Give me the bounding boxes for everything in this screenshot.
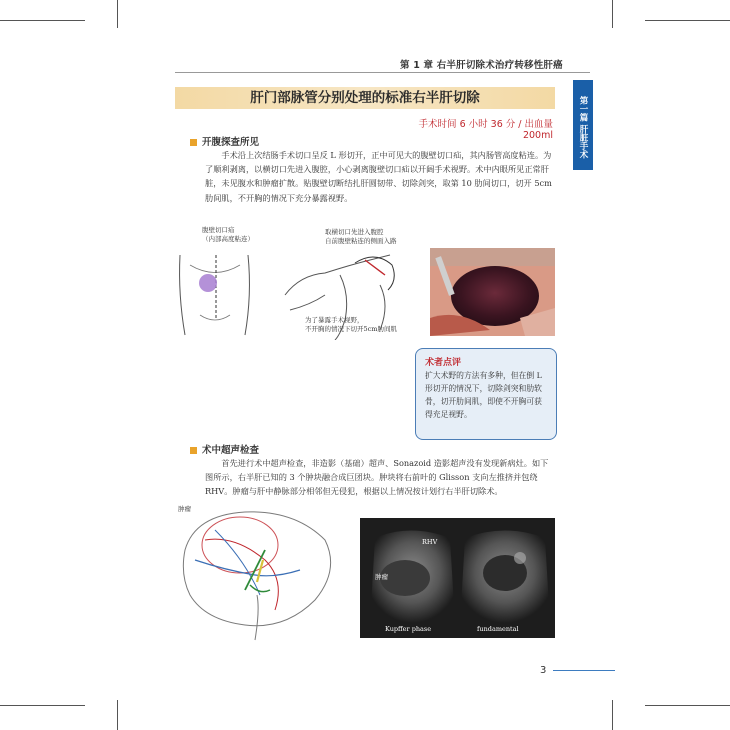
comment-title: 术者点评 — [425, 358, 462, 368]
crop-mark — [0, 705, 85, 706]
label-tumor-sketch: 肿瘤 — [178, 505, 191, 513]
ultrasound-image — [360, 518, 555, 638]
section-heading-text: 开腹探查所见 — [202, 137, 260, 148]
crop-mark — [612, 0, 613, 28]
paragraph-exploration: 手术沿上次结肠手术切口呈反 L 形切开，正中可见大的腹壁切口疝，其内肠管高度粘连。为了顺利剥离，以横切口先进入腹腔，小心剥离腹壁切口疝以开阔手术视野。术中内眼所见正常肝脏，未见腹水和肿瘤扩散。贴腹壁切断结扎肝圆韧带、切除剑突，取第 10 肋间切口，切开 5cm 肋间肌，不开胸的情况下充分暴露视野。 — [205, 150, 552, 203]
section-bullet-icon — [190, 139, 197, 146]
label-fundamental: fundamental — [477, 625, 519, 633]
section-heading-ultrasound — [190, 442, 259, 456]
label-rhv: RHV — [422, 538, 438, 546]
crop-mark — [645, 705, 730, 706]
chapter-header: 第 1 章 右半肝切除术治疗转移性肝癌 — [400, 60, 563, 71]
label-entry: 取横切口先进入腹腔 自前腹壁粘连的侧面入路 — [325, 228, 397, 245]
liver-anatomy-sketch — [175, 500, 345, 650]
crop-mark — [645, 20, 730, 21]
label-tumor-us: 肿瘤 — [375, 573, 388, 581]
crop-mark — [0, 20, 85, 21]
label-hernia: 腹壁切口疝 （内部高度粘连） — [202, 226, 254, 243]
label-kupffer: Kupffer phase — [385, 625, 432, 633]
page-number: 3 — [540, 665, 547, 676]
operation-stats: 手术时间 6 小时 36 分 / 出血量 200ml — [418, 119, 553, 141]
comment-text: 扩大术野的方法有多种，但在倒 L 形切开的情况下，切除剑突和肋软骨，切开肋间肌，即使不开胸可获得充足视野。 — [425, 371, 542, 419]
crop-mark — [612, 700, 613, 730]
crop-mark — [117, 700, 118, 730]
section-bullet-icon — [190, 447, 197, 454]
page-title: 肝门部脉管分别处理的标准右半肝切除 — [250, 90, 480, 106]
label-exposure: 为了暴露手术视野， 不开胸的情况下切开5cm肋间肌 — [305, 316, 397, 333]
section-heading-text: 术中超声检查 — [202, 445, 260, 456]
crop-mark — [117, 0, 118, 28]
surgical-photo — [430, 248, 555, 336]
paragraph-ultrasound: 首先进行术中超声检查，非造影（基础）超声、Sonazoid 造影超声没有发现新病灶。如下图所示，右半肝已知的 3 个肿块融合成巨团块。肿块将右前叶的 Glisson 支向左推挤并包绕 RHV。肿瘤与肝中静脉部分相邻但无侵犯，根据以上情况按计划行右半肝切除术。 — [205, 458, 549, 497]
section-heading-exploration — [190, 134, 259, 148]
page-rule — [553, 670, 615, 671]
hernia-marker — [199, 274, 217, 292]
header-rule — [175, 72, 590, 73]
side-tab: 第一篇 肝脏手术 — [573, 80, 593, 170]
